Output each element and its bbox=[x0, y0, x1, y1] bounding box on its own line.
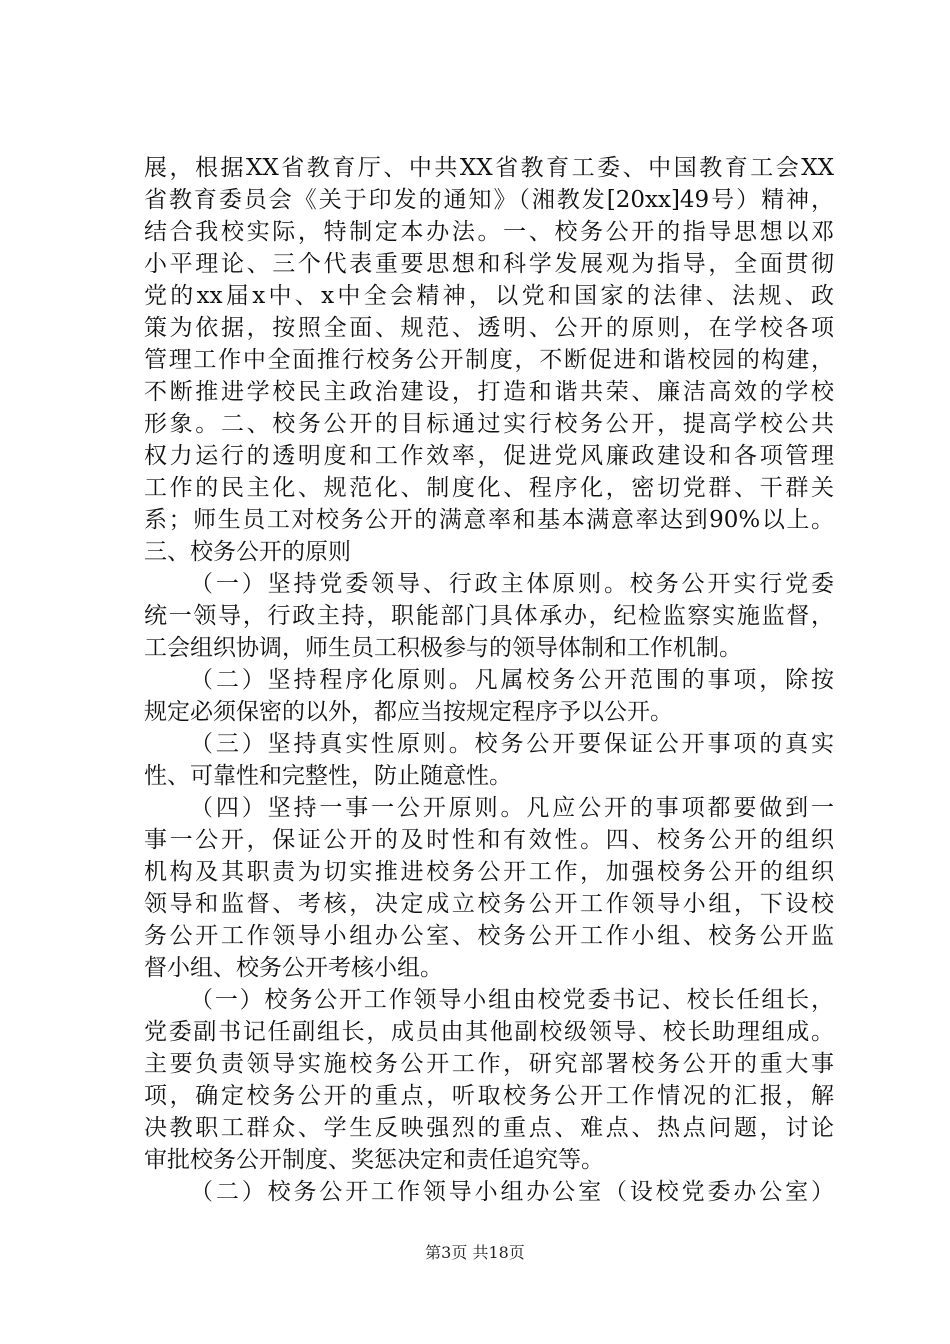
text-line: 展，根据XX省教育厅、中共XX省教育工委、中国教育工会XX bbox=[144, 155, 834, 181]
text-line: （一）校务公开工作领导小组由校党委书记、校长任组长， bbox=[190, 987, 834, 1013]
text-line: 结合我校实际，特制定本办法。一、校务公开的指导思想以邓 bbox=[144, 219, 834, 245]
text-line: 主要负责领导实施校务公开工作，研究部署校务公开的重大事 bbox=[144, 1051, 834, 1077]
text-line: 机构及其职责为切实推进校务公开工作，加强校务公开的组织 bbox=[144, 859, 834, 885]
text-line: 策为依据，按照全面、规范、透明、公开的原则，在学校各项 bbox=[144, 315, 834, 341]
text-line: 督小组、校务公开考核小组。 bbox=[144, 955, 443, 981]
text-line: （二）校务公开工作领导小组办公室（设校党委办公室） bbox=[190, 1179, 834, 1205]
text-line: 权力运行的透明度和工作效率，促进党风廉政建设和各项管理 bbox=[144, 443, 834, 469]
text-line: （三）坚持真实性原则。校务公开要保证公开事项的真实 bbox=[190, 731, 834, 757]
text-line: 不断推进学校民主政治建设，打造和谐共荣、廉洁高效的学校 bbox=[144, 379, 834, 405]
text-line: （四）坚持一事一公开原则。凡应公开的事项都要做到一 bbox=[190, 795, 834, 821]
text-line: 党的xx届x中、x中全会精神，以党和国家的法律、法规、政 bbox=[144, 283, 834, 309]
text-line: 务公开工作领导小组办公室、校务公开工作小组、校务公开监 bbox=[144, 923, 834, 949]
text-line: 决教职工群众、学生反映强烈的重点、难点、热点问题，讨论 bbox=[144, 1115, 834, 1141]
text-line: 事一公开，保证公开的及时性和有效性。四、校务公开的组织 bbox=[144, 827, 834, 853]
text-line: 党委副书记任副组长，成员由其他副校级领导、校长助理组成。 bbox=[144, 1019, 834, 1045]
text-line: （一）坚持党委领导、行政主体原则。校务公开实行党委 bbox=[190, 571, 834, 597]
text-line: 工会组织协调，师生员工积极参与的领导体制和工作机制。 bbox=[144, 635, 742, 661]
text-line: 三、校务公开的原则 bbox=[144, 539, 351, 565]
text-line: （二）坚持程序化原则。凡属校务公开范围的事项，除按 bbox=[190, 667, 834, 693]
text-line: 形象。二、校务公开的目标通过实行校务公开，提高学校公共 bbox=[144, 411, 834, 437]
document-body bbox=[144, 152, 834, 1208]
text-line: 项，确定校务公开的重点，听取校务公开工作情况的汇报，解 bbox=[144, 1083, 834, 1109]
text-line: 性、可靠性和完整性，防止随意性。 bbox=[144, 763, 512, 789]
text-line: 工作的民主化、规范化、制度化、程序化，密切党群、干群关 bbox=[144, 475, 834, 501]
text-line: 审批校务公开制度、奖惩决定和责任追究等。 bbox=[144, 1147, 604, 1173]
text-line: 规定必须保密的以外，都应当按规定程序予以公开。 bbox=[144, 699, 673, 725]
text-line: 管理工作中全面推行校务公开制度，不断促进和谐校园的构建， bbox=[144, 347, 834, 373]
page-number-footer: 第3页 共18页 bbox=[425, 1243, 525, 1262]
text-line: 领导和监督、考核，决定成立校务公开工作领导小组，下设校 bbox=[144, 891, 834, 917]
text-line: 小平理论、三个代表重要思想和科学发展观为指导，全面贯彻 bbox=[144, 251, 834, 277]
text-line: 系；师生员工对校务公开的满意率和基本满意率达到90%以上。 bbox=[144, 507, 834, 533]
text-line: 省教育委员会《关于印发的通知》（湘教发[20xx]49号）精神， bbox=[144, 187, 834, 213]
text-line: 统一领导，行政主持，职能部门具体承办，纪检监察实施监督， bbox=[144, 603, 834, 629]
